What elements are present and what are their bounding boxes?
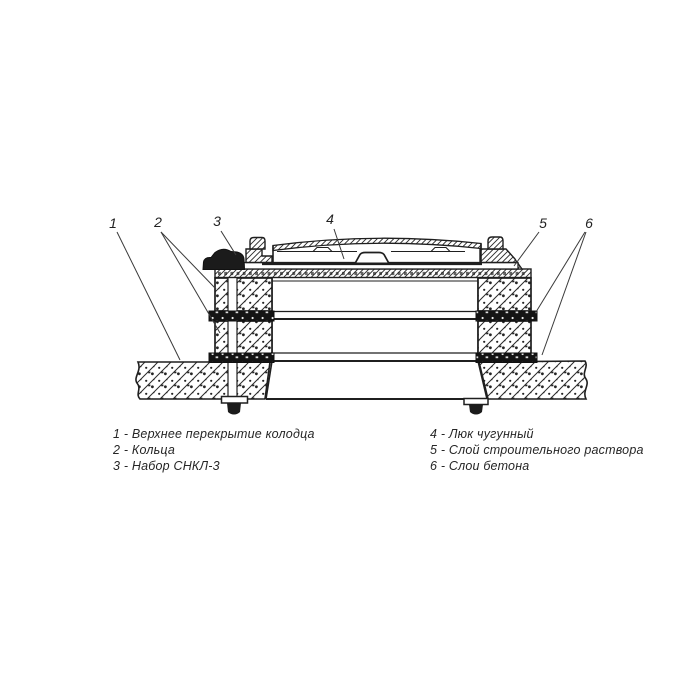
legend-separator: - — [437, 443, 449, 457]
well-top-slab-left — [136, 362, 270, 399]
legend-num: 4 — [430, 427, 438, 441]
legend-separator: - — [437, 459, 449, 473]
legend-label: Слои бетона — [448, 459, 530, 473]
legend-item-2 — [113, 442, 315, 458]
legend-num: 5 — [430, 443, 438, 457]
legend-item-3 — [113, 458, 315, 474]
callout-number-4: 4 — [326, 211, 334, 227]
legend-num: 1 — [113, 427, 121, 441]
legend-separator: - — [120, 443, 132, 457]
legend-left-column — [113, 426, 315, 474]
callout-number-2: 2 — [154, 214, 162, 230]
callout-number-6: 6 — [585, 215, 593, 231]
legend-item-4 — [430, 426, 644, 442]
shaft-interior-lines — [266, 278, 487, 399]
legend-right-column — [430, 426, 644, 474]
legend-separator: - — [437, 427, 449, 441]
legend-num: 6 — [430, 459, 438, 473]
snkl-clamp — [203, 249, 245, 269]
well-top-slab-right — [479, 361, 587, 399]
legend-num: 3 — [113, 459, 121, 473]
legend-label: Люк чугунный — [448, 427, 534, 441]
legend-item-6 — [430, 458, 644, 474]
tie-rod-nut-right — [464, 399, 488, 415]
callout-number-1: 1 — [109, 215, 117, 231]
legend-label: Набор СНКЛ-3 — [131, 459, 220, 473]
legend-label: Слой строительного раствора — [448, 443, 644, 457]
legend-label: Верхнее перекрытие колодца — [131, 427, 315, 441]
legend-separator: - — [120, 427, 132, 441]
legend-label: Кольца — [131, 443, 175, 457]
hatch-cover-lid — [262, 238, 482, 264]
legend-item-5 — [430, 442, 644, 458]
tie-rod-nut-left — [222, 397, 248, 415]
callout-number-5: 5 — [539, 215, 547, 231]
legend-num: 2 — [113, 443, 121, 457]
legend-separator: - — [120, 459, 132, 473]
legend-item-1 — [113, 426, 315, 442]
callout-number-3: 3 — [213, 213, 221, 229]
